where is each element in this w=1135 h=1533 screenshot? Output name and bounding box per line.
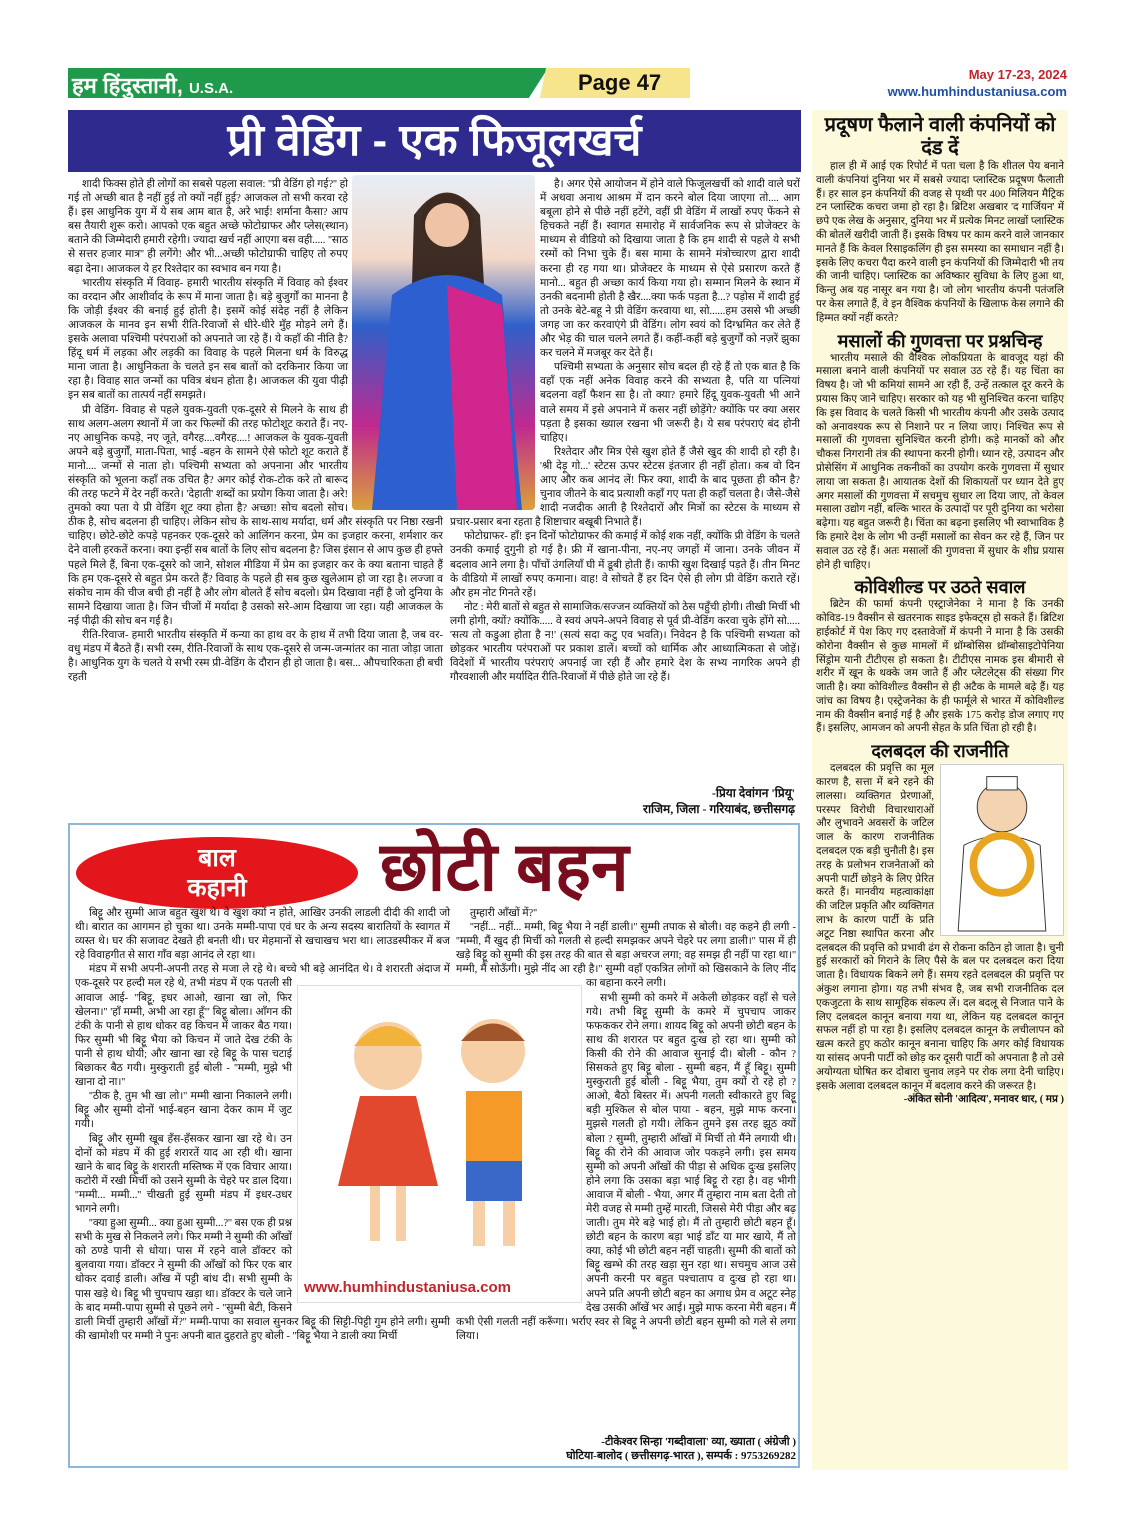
sidebar-headline: प्रदूषण फैलाने वाली कंपनियों को दंड दें — [824, 114, 1056, 159]
paragraph: बिट्टू और सुम्मी आज बहुत खुश थे। वे खुश क्यों न होते, आखिर उनकी लाडली दीदी की शादी जो थी। बारात का आगमन हो चुका था। उनके मम्मी-पापा एवं घर के अन्य सदस्य बारातियों के स्वागत में व्यस्त थे। घर की सजावट देखते ही बनती थी। घर मेहमानों से खचाखच भरा था। लाउडस्पीकर में बज रहे विवाहगीत से सारा गाँव बड़ा आनंद ले रहा था। — [75, 908, 450, 962]
paragraph: रीति-रिवाज- हमारी भारतीय संस्कृति में कन्या का हाथ वर के हाथ में तभी दिया जाता है, जब वर-वधु मंडप में बैठते हैं। सभी रस्म, रीति-रिवाजों के साथ एक-दूसरे से जन्म-जन्मांतर का नाता जोड़ा जाता है। आधुनिक युग के चलते ये सभी रस्म प्री-वेडिंग के दौरान ही हो जाता है। बस... औपचारिकता ही बची रहती — [68, 630, 443, 684]
main-article-column-1 — [68, 178, 443, 818]
sidebar-headline: कोविशील्ड पर उठते सवाल — [854, 577, 1026, 598]
paragraph: शादी फिक्स होते ही लोगों का सबसे पहला सवाल: ''प्री वेडिंग हो गई?'' हो गई तो अच्छी बात है नहीं हुई तो क्यों नहीं हुई? आजकल तो सभी करवा रहे हैं। इस आधुनिक युग में ये सब आम बात है, अरे भाई! शर्माना कैसा? आप बस तैयारी शुरू करो। आपको एक बहुत अच्छे फोटोग्राफर और प्लेस(स्थान) बताने की जिम्मेदारी हमारी रहेगी। ज्यादा खर्च नहीं आएगा बस वही..... ''साठ से सत्तर हजार मात्र'' ही लगेंगे! और भी...अच्छी फोटोग्राफी चाहिए तो रुपए बढ़ा देना। आजकल ये हर रिश्तेदार का स्वभाव बन गया है। — [68, 179, 348, 275]
paragraph: भारतीय मसाले की वैश्विक लोकप्रियता के बावजूद यहां की मसाला बनाने वाली कंपनियों पर सवाल उठ रहे हैं। यह चिंता का विषय है। जो भी कमियां सामने आ रही हैं, उन्हें तत्काल दूर करने के प्रयास किए जाने चाहिए। सरकार को यह भी सुनिश्चित करना चाहिए कि इस विवाद के चलते किसी भी भारतीय कंपनी और उसके उत्पाद को अनावश्यक रूप से निशाने पर न लिया जाए। निश्चित रूप से मसालों की गुणवत्ता सुनिश्चित करनी होगी। कड़े मानकों को और चौकस निगरानी तंत्र की स्थापना करनी होगी। ध्यान रहे, उत्पादन और प्रोसेसिंग में आधुनिक तकनीकों का उपयोग करके गुणवत्ता में सुधार लाया जा सकता है। आयातक देशों की शिकायतों पर ध्यान देते हुए अगर मसालों की गुणवत्ता में सचमुच सुधार ला दिया जाए, तो केवल मसाला उद्योग नहीं, बल्कि भारत के उत्पादों पर पूरी दुनिया का भरोसा बढ़ेगा। यह बहुत जरूरी है। चिंता का बढ़ना इसलिए भी स्वाभाविक है कि हमारे देश के लोग भी उन्हीं मसालों का सेवन कर रहे हैं, जिन पर सवाल उठ रहे हैं। अतः मसालों की गुणवत्ता में सुधार के शीघ्र प्रयास होने ही चाहिए। — [816, 352, 1064, 571]
paragraph: ''क्या हुआ सुम्मी... क्या हुआ सुम्मी...?'' बस एक ही प्रश्न सभी के मुख से निकलने लगे। फिर मम्मी ने सुम्मी की आँखों को ठण्डे पानी से धोया। पास में रहने वाले डॉक्टर को बुलवाया गया। डॉक्टर ने सुम्मी की आँखों को फिर एक बार धोकर दवाई डाली। आँख में पट्टी बांध दी। सभी सुम्मी के पास खड़े थे। बिट्टू भी चुपचाप खड़ा था। डॉक्टर के चले जाने के बाद मम्मी-पापा सुम्मी से पूछने लगे - ''सुम्मी बेटी, किसने डाली मिर्ची तुम्हारी आँखों में?'' मम्मी-पापा का सवाल सुनकर बिट्टू की सिट्टी-पिट्टी गुम होने लगी। सुम्मी की खामोशी पर मम्मी ने पुनः अपनी बात दुहराते हुए बोली - ''बिट्टू भैया ने डाली क्या मिर्ची — [75, 1218, 450, 1342]
brand-name: हम हिंदुस्तानी, — [72, 73, 183, 98]
website-link[interactable]: www.humhindustaniusa.com — [887, 84, 1067, 99]
paragraph: फोटोग्राफर- हाँ! इन दिनों फोटोग्राफर की कमाई में कोई शक नहीं, क्योंकि प्री वेडिंग के चलते उनकी कमाई दुगुनी हो गई है। फ्री में खाना-पीना, नए-नए जगहों में जाना। उनके जीवन में बदलाव आने लगा है। पाँचों उंगलियाँ घी में डूबी होती हैं। काफी खुश दिखाई पड़ते हैं। तीन मिनट के वीडियो में लाखों रुपए कमाना। वाह! वे सोचते हैं हर दिन ऐसे ही लोग प्री वेडिंग कराते रहें। और हम नोट गिनते रहें। — [450, 531, 800, 599]
sidebar-headline: दलबदल की राजनीति — [871, 741, 1009, 762]
paragraph: ''नहीं... नहीं... मम्मी, बिट्टू भैया ने नहीं डाली।'' सुम्मी तपाक से बोली। वह कहने ही लगी - ''मम्मी, मैं खुद ही मिर्ची को गलती से हल्दी समझकर अपने चेहरे पर लगा डाली।'' पास में ही खड़े बिट्टू को सुम्मी की इस तरह की बात से बड़ा अचरज लगा; वह समझ ही नहीं पा रहा था।'' मम्मी, मैं सोऊँगी। मुझे नींद आ रही है।'' सुम्मी वहाँ एकत्रित लोगों को खिसकाने के लिए नींद का बहाना करने लगी। — [456, 922, 796, 990]
politician-with-garland-icon — [941, 765, 1063, 935]
bal-kahani-badge — [76, 837, 358, 909]
badge-line-1: बाल — [198, 844, 236, 872]
story-column-1 — [75, 907, 450, 1467]
main-headline: प्री वेडिंग - एक फिजूलखर्च — [68, 110, 801, 172]
paragraph: नोट : मेरी बातों से बहुत से सामाजिक/सज्जन व्यक्तियों को ठेस पहुँची होगी। तीखी मिर्ची भी लगी होगी, क्यों? क्योंकि..... वे स्वयं अपने-अपने विवाह से पूर्व प्री-वेडिंग करवा चुके होंगे सो..... 'सत्य तो कडुआ होता है न!' (सत्यं सदा कटु एव भवति)। निवेदन है कि पश्चिमी सभ्यता को छोड़कर भारतीय परंपराओं पर प्रकाश डालें। बच्चों को धार्मिक और आध्यात्मिकता से जोड़ें। विदेशों में भारतीय परंपराएं अपनाई जा रही हैं और हमारे देश के सभ्य नागरिक अपने ही गौरवशाली और मर्यादित रीति-रिवाजों में पीछे होते जा रहे हैं। — [450, 601, 800, 684]
author-name: -प्रिया देवांगन 'प्रियू' — [711, 786, 795, 800]
issue-date: May 17-23, 2024 — [968, 67, 1067, 82]
paragraph: ''ठीक है, तुम भी खा लो।'' मम्मी खाना निकालने लगी। बिट्टू और सुम्मी दोनों भाई-बहन खाना देकर काम में जुट गयी। — [75, 1091, 292, 1131]
main-article-byline — [450, 785, 795, 817]
newspaper-brand — [72, 70, 233, 100]
page-number: Page 47 — [578, 70, 662, 95]
story-column-2 — [456, 907, 796, 1437]
sidebar-headline: मसालों की गुणवत्ता पर प्रश्नचिन्ह — [837, 330, 1043, 351]
brand-suffix: U.S.A. — [188, 80, 234, 97]
paragraph: मंडप में सभी अपनी-अपनी तरह से मजा ले रहे थे। बच्चे भी बड़े आनंदित थे। वे शरारती अंदाज में एक-दूसरे पर हल्दी मल रहे थे, तभी मंडप में एक पतली सी आवाज आई- ''बिट्टू, इधर आओ, खाना खा लो, फिर खेलना।'' 'हाँ मम्मी, अभी आ रहा हूँ''' बिट्टू बोला। आँगन की टंकी के पानी से हाथ धोकर वह किचन में जाकर बैठ गया। फिर सुम्मी भी बिट्टू भैया को किचन में जाते देख टंकी के पानी से हाथ धोयी; और खाना खा रहे बिट्टू के पास चटाई बिछाकर बैठ गयी। मुस्कुराती हुई बोली - ''मम्मी, मुझे भी खाना दो ना।'' — [75, 964, 450, 1089]
sidebar-author: -अंकित सोनी 'आदित्य', मनावर धार, ( मप्र ) — [903, 1094, 1064, 1106]
image-watermark-url: www.humhindustaniusa.com — [304, 1279, 511, 1296]
opinion-sidebar-content — [816, 114, 1064, 1469]
politician-cartoon — [940, 764, 1064, 936]
author-location: राजिम, जिला - गरियाबंद, छत्तीसगढ़ — [643, 802, 795, 816]
story-title: छोटी बहन — [380, 829, 629, 905]
paragraph: प्री वेडिंग- विवाह से पहले युवक-युवती एक-दूसरे से मिलने के साथ ही साथ अलग-अलग स्थानों में जा कर फिल्मों की तरह फोटोशूट कराते हैं। नए-नए आधुनिक कपड़े, नए जूते, वगैरह....वगैरह....! आजकल के युवक-युवती अपने बड़े बुजुर्गों, माता-पिता, भाई -बहन के सामने ऐसे फोटो शूट कराते हैं मानो.... जन्मों से नाता हो। पश्चिमी सभ्यता को अपनाना और भारतीय संस्कृति को भूलना कहाँ तक उचित है? अगर कोई रोक-टोक करे तो बारूद की तरह फटने में देर नहीं करते। 'देहाती' शब्दों का प्रयोग किया जाता है। अरे! तुमको क्या पता ये प्री वेडिंग शूट क्या होता है? अच्छा! सोच बदलो सोच। ठीक है, सोच बदलना ही चाहिए। लेकिन सोच के साथ-साथ मर्यादा, धर्म और संस्कृति पर निष्ठा रखनी चाहिए। छोटे-छोटे कपड़े पहनकर एक-दूसरे को आलिंगन करना, प्रेम का इजहार करना, शर्मशार कर देने वाली हरकतें करना। क्या इन्हीं सब बातों के लिए सोच बदलना है? जिस इंसान से आप कुछ ही हफ्ते पहले मिले हैं, बिना एक-दूसरे को जाने, सोशल मीडिया में प्रेम का इजहार कर के क्या बताना चाहते हैं कि हम एक-दूसरे से बहुत प्रेम करते हैं? विवाह के पहले ही सब कुछ खुलेआम हो जा रहा है। लज्जा व संकोच नाम की चीज बची ही नहीं है और लोग बोलते हैं सोच बदलो। प्रेम दिखावा नहीं है जो दुनिया के सामने दिखाया जाता है। जिन चीजों में मर्यादा है उसको सरे-आम दिखाया जा रहा। यही आजकल के नई पीढ़ी की सोच बन गई है। — [68, 404, 443, 627]
paragraph: सभी सुम्मी को कमरे में अकेली छोड़कर वहाँ से चले गये। तभी बिट्टू सुम्मी के कमरे में चुपचाप जाकर फफककर रोने लगा। शायद बिट्टू को अपनी छोटी बहन के साथ की शरारत पर बहुत दुःख हो रहा था। सुम्मी को किसी की रोने की आवाज सुनाई दी। बोली - कौन ? सिसकते हुए बिट्टू बोला - सुम्मी बहन, मैं हूँ बिट्टू। सुम्मी मुस्कुराती हुई बोली - बिट्टू भैया, तुम क्यों रो रहे हो ? आओ, बैठो बिस्तर में। अपनी गलती स्वीकारते हुए बिट्टू बड़ी मुश्किल से बोल पाया - बहन, मुझे माफ करना। मुझसे गलती हो गयी। लेकिन तुमने इस तरह झूठ क्यों बोला ? सुम्मी, तुम्हारी आँखों में मिर्ची तो मैंने लगायी थी। बिट्टू की रोने की आवाज जोर पकड़ने लगी। इस समय सुम्मी को अपनी आँखों की पीड़ा से अधिक दुःख इसलिए होने लगा कि उसका बड़ा भाई बिट्टू रो रहा है। वह भीगी आवाज में बोली - भैया, अगर मैं तुम्हारा नाम बता देती तो मेरी वजह से मम्मी तुम्हें मारती, जिससे मेरी पीड़ा और बढ़ जाती। तुम मेरे बड़े भाई हो। मैं तो तुम्हारी छोटी बहन हूँ। छोटी बहन के कारण बड़ा भाई डाँट या मार खाये, मैं तो क्या, कोई भी छोटी बहन नहीं चाहती। सुम्मी की बातों को बिट्टू खम्भे की तरह खड़ा सुन रहा था। सचमुच आज उसे अपनी करनी पर बहुत पश्चाताप व दुःख हो रहा था। अपने प्रति अपनी छोटी बहन का अगाध प्रेम व अटूट स्नेह देख उसकी आँखें भर आई। मुझे माफ करना मेरी बहन। मैं कभी ऐसी गलती नहीं करूँगा। भर्राए स्वर से बिट्टू ने अपनी छोटी बहन सुम्मी को गले से लगा लिया। — [456, 992, 796, 1342]
paragraph: ब्रिटेन की फार्मा कंपनी एस्ट्राजेनेका ने माना है कि उनकी कोविड-19 वैक्सीन से खतरनाक साइड इफेक्ट्स हो सकते हैं। ब्रिटिश हाईकोर्ट में पेश किए गए दस्तावेजों में कंपनी ने माना है कि उसकी कोरोना वैक्सीन से कुछ मामलों में थ्रॉम्बोसिस थ्रॉम्बोसाइटोपेनिया सिंड्रोम यानी टीटीएस हो सकता है। टीटीएस नामक इस बीमारी से शरीर में खून के थक्के जम जाते हैं और प्लेटलेट्स की संख्या गिर जाती है। क्या कोविशील्ड वैक्सीन से ही अटैक के मामले बढ़े हैं। यह जांच का विषय है। एस्ट्रेजनेका के ही फार्मूले से भारत में कोविशील्ड नाम की वैक्सीन बनाई गई है और इसके 175 करोड़ डोज लगाए गए हैं। इसलिए, आमजन को अपनी सेहत के प्रति चिंता हो रही है। — [816, 599, 1064, 735]
paragraph: तुम्हारी आँखों में?'' — [470, 908, 538, 919]
paragraph: पश्चिमी सभ्यता के अनुसार सोच बदल ही रहे हैं तो एक बात है कि वहाँ एक नहीं अनेक विवाह करने की सभ्यता है, पति या पत्नियां बदलना वहाँ फैशन सा है। तो क्या? हमारे हिंदू युवक-युवती भी आने वाले समय में इसे अपनाने में कसर नहीं छोड़ेंगे? क्योंकि पर क्या असर पड़ता है इसका ख्याल रखना भी जरूरी है। ये सब परंपराएं बंद होनी चाहिए। — [540, 362, 800, 444]
author-contact: घोटिया-बालोद ( छत्तीसगढ़-भारत ), सम्पर्क : 9753269282 — [566, 1450, 796, 1462]
paragraph: हाल ही में आई एक रिपोर्ट में पता चला है कि शीतल पेय बनाने वाली कंपनियां दुनिया भर में सबसे ज्यादा प्लास्टिक प्रदूषण फैलाती हैं। हर साल इन कंपनियों की वजह से पृथ्वी पर 400 मिलियन मैट्रिक टन प्लास्टिक कचरा जमा हो रहा है। ब्रिटिश अखबार 'द गार्जियन' में छपे एक लेख के अनुसार, दुनिया भर में प्रत्येक मिनट लाखों प्लास्टिक की बोतलें खरीदी जाती हैं। इसके विषय पर काम करने वाले जानकार मानते हैं कि केवल रिसाइकलिंग ही इस समस्या का समाधान नहीं है। इसके लिए कचरा पैदा करने वाली इन कंपनियों की जिम्मेदारी भी तय की जानी चाहिए। प्लास्टिक का अविष्कार सुविधा के लिए हुआ था, किन्तु अब यह नासूर बन गया है। जो लोग भारतीय कंपनी पतंजलि पर केस लगाते हैं, वे इन वैश्विक कंपनियों के खिलाफ केस लगाने की हिम्मत क्यों नहीं करते? — [816, 161, 1064, 324]
badge-line-2: कहानी — [187, 874, 247, 902]
main-article-column-2 — [450, 178, 800, 778]
story-byline — [456, 1435, 796, 1463]
author-name: -टीकेश्वर सिन्हा 'गब्दीवाला' व्या, ख्याता ( अंग्रेजी ) — [601, 1436, 796, 1448]
paragraph: बिट्टू और सुम्मी खूब हँस-हँसकर खाना खा रहे थे। उन दोनों को मंडप में की हुई शरारतें याद आ रही थी। खाना खाने के बाद बिट्टू के शरारती मस्तिष्क में एक विचार आया। कटोरी में रखी मिर्ची को उसने सुम्मी के चेहरे पर डाल दिया। ''मम्मी... मम्मी...'' चीखती हुई सुम्मी मंडप में इधर-उधर भागने लगी। — [75, 1133, 292, 1215]
paragraph: है। अगर ऐसे आयोजन में होने वाले फिजूलखर्ची को शादी वाले घरों में अथवा अनाथ आश्रम में दान करने बोल दिया जाएगा तो.... आग बबूला होने से पीछे नहीं हटेंगे, वहीं प्री वेडिंग में लाखों रुपए फेंकने से हिचकते नहीं हैं। स्वागत समारोह में सार्वजनिक रूप से प्रोजेक्टर के माध्यम से वीडियो को दिखाया जाता है कि हम शादी से पहले ये सभी रस्मों को निभा चुके हैं। बस मामा के सामने मंत्रोच्चारण द्वारा शादी करना ही रह गया था। प्रोजेक्टर के माध्यम से ऐसे प्रसारण करते हैं मानो... बहुत ही अच्छा कार्य किया गया हो। सम्मान मिलने के स्थान में उनकी बदनामी होती है खैर....क्या फर्क पड़ता है...? पड़ोस में शादी हुई तो उनके बेटे-बहू ने प्री वेडिंग करवाया था, सो......हम उससे भी अच्छी जगह जा कर करवाएंगे प्री वेडिंग। लोग स्वयं को दिग्भ्रमित कर लेते हैं और भेड़ की चाल चलने लगते हैं। कहीं-कहीं बड़े बुजुर्गों को नज़रें झुका कर चलने में मजबूर कर देते हैं। — [540, 179, 800, 360]
paragraph: रिश्तेदार और मित्र ऐसे खुश होते हैं जैसे खुद की शादी हो रही है। 'श्री देड़ू गो...' स्टेटस ऊपर स्टेटस इंतजार ही नहीं होता। कब वो दिन आए और कब आनंद लें! फिर क्या, शादी के बाद पूछता ही कौन है? चुनाव जीतने के बाद प्रत्याशी कहाँ गए पता ही कहाँ चलता है। जैसे-जैसे शादी नजदीक आती है रिश्तेदारों और मित्रों का स्टेटस के माध्यम से प्रचार-प्रसार बना रहता है शिष्टाचार बखूबी निभाते हैं। — [450, 446, 800, 529]
paragraph: दलबदल की प्रवृत्ति का मूल कारण है, सत्ता में बने रहने की लालसा। व्यक्तिगत प्रेरणाओं, परस्पर विरोधी विचारधाराओं और लुभावने अवसरों के जटिल जाल के कारण राजनीतिक दलबदल एक बड़ी चुनौती है। इस तरह के प्रलोभन राजनेताओं को अपनी पार्टी छोड़ने के लिए प्रेरित करते हैं। मानवीय महत्वाकांक्षा की जटिल प्रकृति और व्यक्तिगत लाभ के कारण पार्टी के प्रति अटूट निष्ठा स्थापित करना और दलबदल की प्रवृत्ति को प्रभावी ढंग से रोकना कठिन हो जाता है। चुनी हुई सरकारों को गिराने के लिए पैसे के बल पर दलबदल करा दिया जाता है। विधायक बिकने लगे हैं। समय रहते दलबदल की प्रवृत्ति पर अंकुश लगाना होगा। यह तभी संभव है, जब सभी राजनीतिक दल एकजुटता के साथ सामूहिक संकल्प लें। दल बदलू से निजात पाने के लिए दलबदल कानून बनाया गया था, लेकिन यह दलबदल कानून सफल नहीं हो पा रहा है। इसलिए दलबदल कानून के लचीलापन को खत्म करते हुए कठोर कानून बनाना चाहिए कि अगर कोई विधायक या सांसद अपनी पार्टी को छोड़ कर दूसरी पार्टी को अपनाता है तो उसे अयोग्यता घोषित कर दोबारा चुनाव लड़ने पर रोक लगा देनी चाहिए। इसके अलावा दलबदल कानून में बदलाव करने की जरूरत है। — [816, 763, 1064, 1092]
paragraph: भारतीय संस्कृति में विवाह- हमारी भारतीय संस्कृति में विवाह को ईश्वर का वरदान और आशीर्वाद के रूप में माना जाता है। बड़े बुजुर्गों का मानना है कि जोड़ी ईश्वर की बनाई हुई होती है। इसमें कोई संदेह नहीं है लेकिन आजकल के मानव इन सभी रीति-रिवाजों से धीरे-धीरे मुँह मोड़ने लगे हैं। इसके अलावा पश्चिमी परंपराओं को अपनाते जा रहे हैं। ये कहाँ की नीति है? हिंदू धर्म में लड़का और लड़की का विवाह के पहले मिलना धर्म के विरुद्ध माना जाता है। आधुनिकता के चलते इन सब बातों को दरकिनार किया जा रहा है। विवाह सात जन्मों का पवित्र बंधन होता है। आजकल की युवा पीढ़ी इन सब बातों का तात्पर्य नहीं समझते। — [68, 277, 348, 402]
